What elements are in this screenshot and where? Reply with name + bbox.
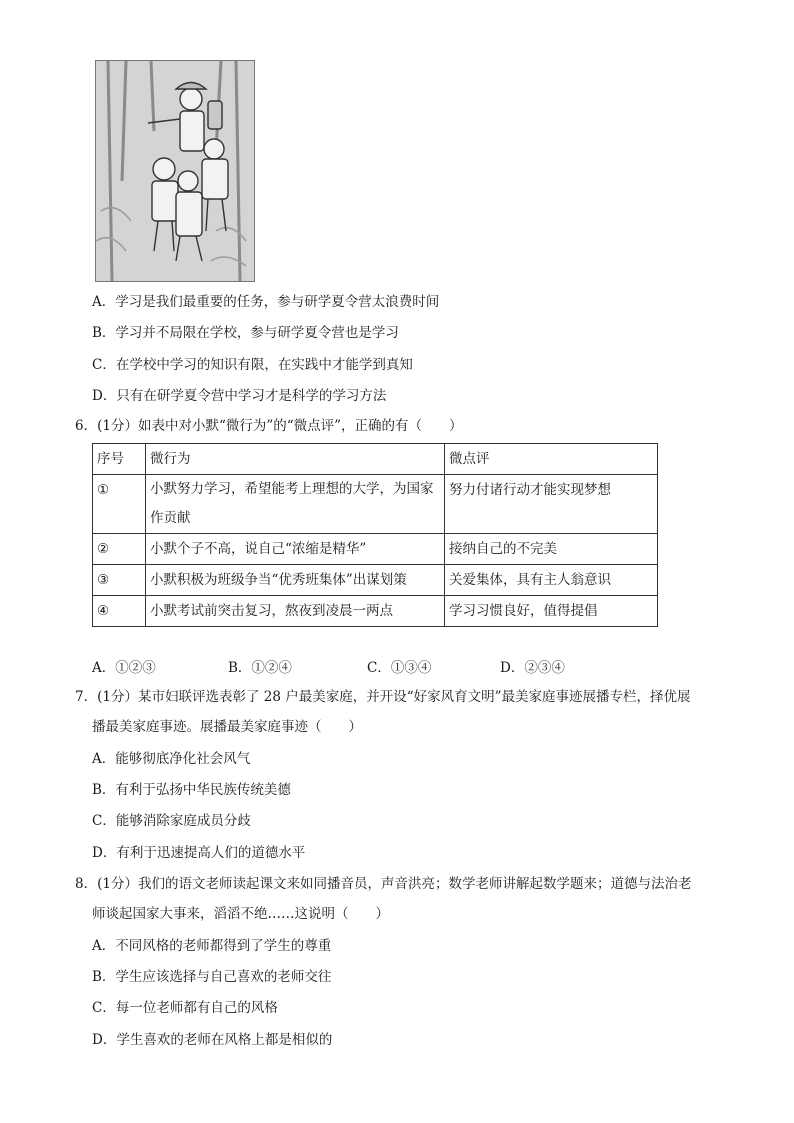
- table-cell: ①: [93, 475, 146, 534]
- table-header-cell: 微点评: [445, 444, 658, 475]
- q8-stem-line1: 8．(1分）我们的语文老师读起课文来如同播音员，声音洪亮；数学老师讲解起数学题来；道德与法治老: [75, 876, 692, 892]
- q7-stem-line2: 播最美家庭事迹。展播最美家庭事迹（ ）: [92, 719, 362, 735]
- q6-choice-a: A．①②③: [92, 660, 156, 676]
- q5-option-b: B．学习并不局限在学校，参与研学夏令营也是学习: [92, 325, 399, 341]
- q7-option-b: B．有利于弘扬中华民族传统美德: [92, 782, 291, 798]
- q8-option-c: C．每一位老师都有自己的风格: [92, 1000, 278, 1016]
- q7-option-a: A．能够彻底净化社会风气: [92, 751, 251, 767]
- table-cell: ④: [93, 596, 146, 627]
- table-cell: 小默积极为班级争当“优秀班集体”出谋划策: [146, 565, 445, 596]
- table-cell: 努力付诸行动才能实现梦想: [445, 475, 658, 534]
- table-row: [93, 565, 658, 596]
- table-cell: ③: [93, 565, 146, 596]
- table-row: [93, 596, 658, 627]
- q7-option-d: D．有利于迅速提高人们的道德水平: [92, 845, 306, 861]
- table-cell: 小默考试前突击复习，熬夜到凌晨一两点: [146, 596, 445, 627]
- q8-option-a: A．不同风格的老师都得到了学生的尊重: [92, 938, 332, 954]
- table-cell: 接纳自己的不完美: [445, 534, 658, 565]
- table-cell: ②: [93, 534, 146, 565]
- table-row: [93, 534, 658, 565]
- q6-choice-b: B．①②④: [228, 660, 292, 676]
- q5-option-c: C．在学校中学习的知识有限，在实践中才能学到真知: [92, 357, 413, 373]
- table-cell: 小默个子不高，说自己“浓缩是精华”: [146, 534, 445, 565]
- q8-option-b: B．学生应该选择与自己喜欢的老师交往: [92, 969, 332, 985]
- table-cell: 关爱集体，具有主人翁意识: [445, 565, 658, 596]
- table-header-cell: 微行为: [146, 444, 445, 475]
- q5-option-d: D．只有在研学夏令营中学习才是科学的学习方法: [92, 388, 387, 404]
- q7-option-c: C．能够消除家庭成员分歧: [92, 813, 251, 829]
- table-header-row: [93, 444, 658, 475]
- q8-option-d: D．学生喜欢的老师在风格上都是相似的: [92, 1032, 333, 1048]
- q6-choice-d: D．②③④: [500, 660, 565, 676]
- table-row: [93, 475, 658, 534]
- table-header-cell: 序号: [93, 444, 146, 475]
- camp-illustration-icon: [96, 61, 254, 281]
- q6-choice-c: C．①③④: [367, 660, 432, 676]
- q8-stem-line2: 师谈起国家大事来，滔滔不绝……这说明（ ）: [92, 906, 389, 922]
- q5-option-a: A．学习是我们最重要的任务，参与研学夏令营太浪费时间: [92, 294, 440, 310]
- q7-stem-line1: 7．(1分）某市妇联评选表彰了 28 户最美家庭，并开设“好家风育文明”最美家庭事迹展播专栏，择优展: [75, 689, 691, 705]
- q6-stem: 6．(1分）如表中对小默“微行为”的“微点评”，正确的有（ ）: [75, 418, 463, 434]
- q6-table: [92, 443, 658, 627]
- table-cell: 学习习惯良好，值得提倡: [445, 596, 658, 627]
- table-cell: 小默努力学习，希望能考上理想的大学，为国家作贡献: [146, 475, 445, 534]
- camp-illustration: [95, 60, 255, 282]
